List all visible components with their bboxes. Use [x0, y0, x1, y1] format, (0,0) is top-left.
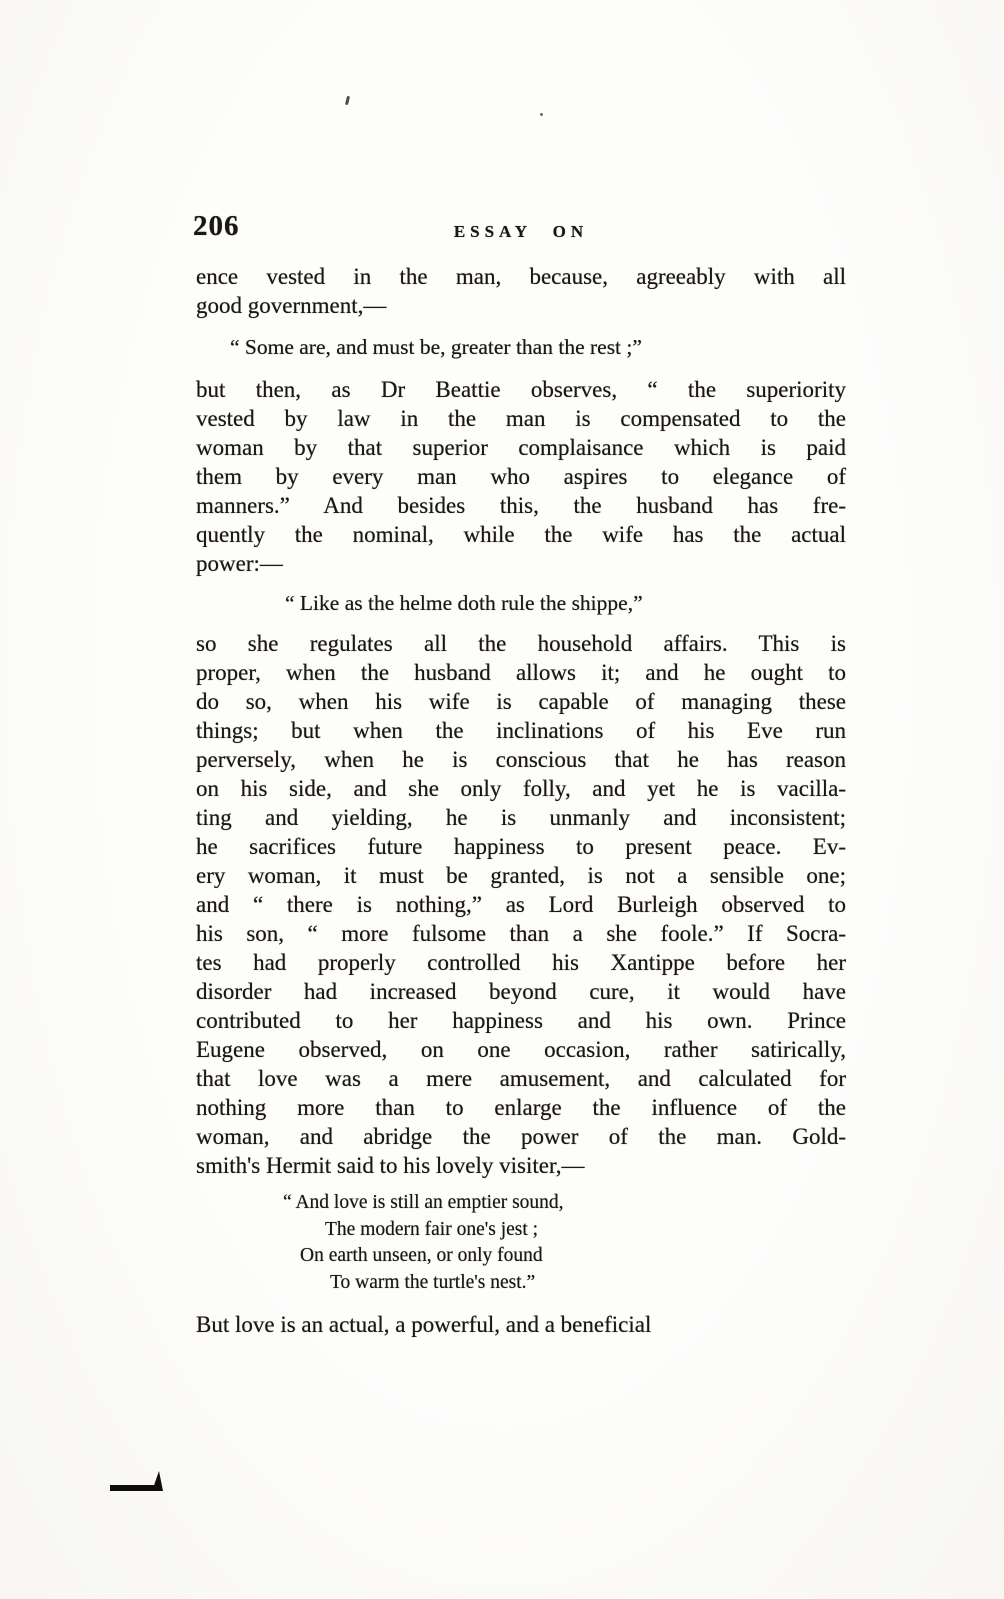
text-line: on his side, and she only folly, and yet he is vacilla-: [196, 776, 846, 801]
scan-artifact: [540, 113, 543, 116]
verse-stanza: [283, 1190, 846, 1296]
text-line: manners.” And besides this, the husband has fre-: [196, 493, 846, 518]
margin-mark: [110, 1485, 156, 1491]
paragraph: [196, 1310, 846, 1339]
text-line: contributed to her happiness and his own. Prince: [196, 1008, 846, 1033]
text-line: nothing more than to enlarge the influence of the: [196, 1095, 846, 1120]
quote-line: “ Like as the helme doth rule the shippe,”: [285, 591, 643, 615]
text-column: [196, 262, 846, 1339]
page-number: 206: [193, 210, 240, 242]
margin-mark-flag: [152, 1471, 163, 1491]
quotation: [285, 589, 846, 618]
text-line: ting and yielding, he is unmanly and inconsistent;: [196, 805, 846, 830]
text-line: and “ there is nothing,” as Lord Burleigh observed to: [196, 892, 846, 917]
text-line: perversely, when he is conscious that he has reason: [196, 747, 846, 772]
text-line: woman, and abridge the power of the man. Gold-: [196, 1124, 846, 1149]
paragraph: [196, 629, 846, 1180]
text-line: that love was a mere amusement, and calculated for: [196, 1066, 846, 1091]
text-line: his son, “ more fulsome than a she foole.” If Socra-: [196, 921, 846, 946]
text-line: good government,—: [196, 293, 387, 318]
text-line: ery woman, it must be granted, is not a sensible one;: [196, 863, 846, 888]
text-line: quently the nominal, while the wife has the actual: [196, 522, 846, 547]
quotation: [230, 333, 846, 362]
text-line: woman by that superior complaisance which is paid: [196, 435, 846, 460]
text-line: tes had properly controlled his Xantippe before her: [196, 950, 846, 975]
verse-line: On earth unseen, or only found: [300, 1245, 543, 1266]
text-line: But love is an actual, a powerful, and a beneficial: [196, 1312, 652, 1337]
scan-artifact: [345, 96, 350, 105]
text-line: he sacrifices future happiness to present peace. Ev-: [196, 834, 846, 859]
text-line: ence vested in the man, because, agreeably with all: [196, 264, 846, 289]
paragraph: [196, 262, 846, 320]
paragraph: [196, 375, 846, 578]
text-line: but then, as Dr Beattie observes, “ the superiority: [196, 377, 846, 402]
text-line: so she regulates all the household affairs. This is: [196, 631, 846, 656]
verse-line: “ And love is still an emptier sound,: [283, 1192, 564, 1213]
text-line: them by every man who aspires to elegance of: [196, 464, 846, 489]
text-line: vested by law in the man is compensated to the: [196, 406, 846, 431]
text-line: power:—: [196, 551, 283, 576]
text-line: smith's Hermit said to his lovely visiter,—: [196, 1153, 585, 1178]
text-line: proper, when the husband allows it; and he ought to: [196, 660, 846, 685]
quote-line: “ Some are, and must be, greater than the rest ;”: [230, 335, 642, 359]
running-header: ESSAY ON: [453, 222, 589, 241]
text-line: things; but when the inclinations of his Eve run: [196, 718, 846, 743]
text-line: do so, when his wife is capable of managing these: [196, 689, 846, 714]
text-line: Eugene observed, on one occasion, rather satirically,: [196, 1037, 846, 1062]
verse-line: To warm the turtle's nest.”: [330, 1271, 536, 1293]
text-line: disorder had increased beyond cure, it would have: [196, 979, 846, 1004]
verse-line: The modern fair one's jest ;: [325, 1218, 539, 1240]
